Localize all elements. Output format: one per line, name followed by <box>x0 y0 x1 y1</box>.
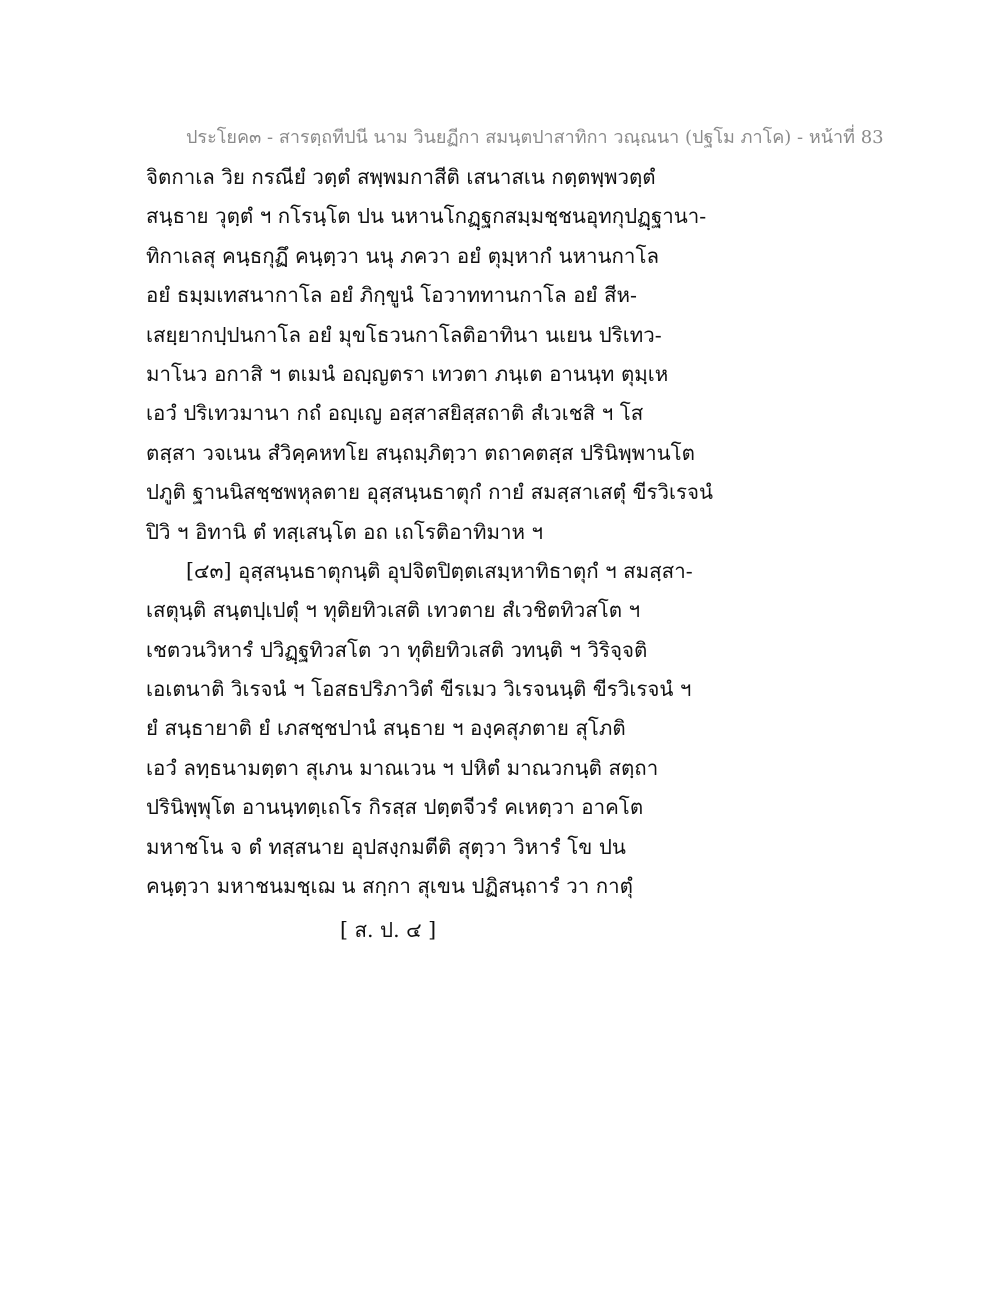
text-line: เสตุนฺติ สนฺตปฺเปตุํ ฯ ทุติยทิวเสติ เทวตาย สํเวชิตทิวสโต ฯ <box>146 598 641 623</box>
text-line: เอวํ ลทฺธนามตฺตา สุเภน มาณเวน ฯ ปหิตํ มาณวกนฺติ สตฺถา <box>146 755 659 780</box>
text-line: ปรินิพฺพุโต อานนฺทตฺเถโร กิรสฺส ปตฺตจีวรํ คเหตฺวา อาคโต <box>146 795 644 820</box>
text-line: เสยฺยากปฺปนกาโล อยํ มุขโธวนกาโลติอาทินา นเยน ปริเทว- <box>146 322 662 347</box>
paragraph-start-line: [๔๓] อุสฺสนฺนธาตุกนฺติ อุปจิตปิตฺตเสมฺหาทิธาตุกํ ฯ สมสฺสา- <box>186 558 693 583</box>
text-line: ปิวิ ฯ อิทานิ ตํ ทสฺเสนฺโต อถ เถโรติอาทิมาห ฯ <box>146 519 544 544</box>
page-header: ประโยค๓ - สารตฺถทีปนี นาม วินยฏีกา สมนฺตปาสาทิกา วณฺณนา (ปฐโม ภาโค) - หน้าที่ 83 <box>186 127 884 148</box>
text-line: คนฺตฺวา มหาชนมชฺเฌ น สกฺกา สุเขน ปฏิสนฺถารํ วา กาตุํ <box>146 874 633 899</box>
text-line: จิตกาเล วิย กรณียํ วตฺตํ สพฺพมกาสีติ เสนาสเน กตฺตพฺพวตฺตํ <box>146 165 656 189</box>
text-line: มหาชโน จ ตํ ทสฺสนาย อุปสงฺกมตีติ สุตฺวา วิหารํ โข ปน <box>146 834 626 859</box>
text-line: สนฺธาย วุตฺตํ ฯ กโรนฺโต ปน นหานโกฏฺฐกสมฺมชฺชนอุทกุปฏฺฐานา- <box>146 204 707 229</box>
page-mark: [ ส. ป. ๔ ] <box>340 918 437 942</box>
text-line: เอเตนาติ วิเรจนํ ฯ โอสธปริภาวิตํ ขีรเมว วิเรจนนฺติ ขีรวิเรจนํ ฯ <box>146 677 692 702</box>
body-text <box>146 158 866 906</box>
text-line: ปภูติ ฐานนิสชฺชพหุลตาย อุสฺสนฺนธาตุกํ กายํ สมสฺสาเสตุํ ขีรวิเรจนํ <box>146 480 714 505</box>
text-line: อยํ ธมฺมเทสนากาโล อยํ ภิกฺขูนํ โอวาททานกาโล อยํ สีห- <box>146 283 637 308</box>
text-line: ยํ สนฺธายาติ ยํ เภสชฺชปานํ สนฺธาย ฯ องฺคสุภตาย สุโภติ <box>146 716 626 741</box>
text-line: ทิกาเลสุ คนฺธกุฏึ คนฺตฺวา นนุ ภควา อยํ ตุมฺหากํ นหานกาโล <box>146 243 660 268</box>
text-line: ตสฺสา วจเนน สํวิคฺคหทโย สนฺถมฺภิตฺวา ตถาคตสฺส ปรินิพฺพานโต <box>146 440 695 465</box>
text-line: เอวํ ปริเทวมานา กถํ อญฺเญ อสฺสาสยิสฺสถาติ สํเวเชสิ ฯ โส <box>146 401 644 426</box>
text-line: มาโนว อกาสิ ฯ ตเมนํ อญฺญตรา เทวตา ภนฺเต อานนฺท ตุมฺเห <box>146 361 669 386</box>
text-line: เชตวนวิหารํ ปวิฏฺฐทิวสโต วา ทุติยทิวเสติ วทนฺติ ฯ วิริจฺจติ <box>146 637 648 662</box>
